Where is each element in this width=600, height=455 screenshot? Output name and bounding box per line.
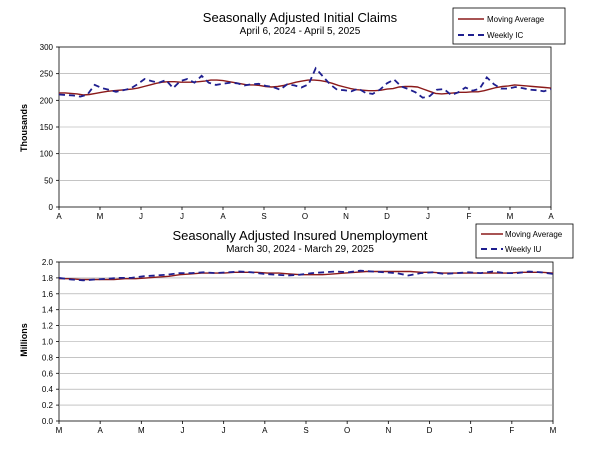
chart1-ytick-label: 100 [39, 149, 53, 159]
chart2-ylabel: Millions [19, 323, 29, 357]
chart2-xtick-label: A [262, 426, 268, 435]
chart1-xtick-label: A [56, 212, 62, 221]
chart1-xtick-label: M [96, 212, 104, 221]
chart2-xtick-label: D [426, 426, 433, 435]
chart1-xtick-label: J [139, 212, 143, 221]
chart1-legend-weekly-label: Weekly IC [487, 31, 524, 40]
chart2-subtitle: March 30, 2024 - March 29, 2025 [226, 244, 374, 255]
chart2-xtick-label: A [97, 426, 103, 435]
chart2-legend [476, 224, 573, 258]
chart2-xtick-label: J [180, 426, 185, 435]
chart2-xtick-label: F [509, 426, 515, 435]
chart1-plot [40, 43, 555, 221]
chart1-ytick-label: 150 [39, 123, 53, 132]
chart2-plot [42, 258, 557, 435]
chart1-ytick-label: 0 [48, 203, 53, 212]
chart2-xtick-label: J [221, 426, 226, 435]
chart1-xtick-label: D [384, 212, 390, 221]
chart2-xtick-label: M [55, 426, 63, 435]
chart2-ytick-label: 1.0 [41, 337, 53, 347]
chart1-xtick-label: O [301, 212, 309, 221]
chart1-ytick-label: 300 [39, 43, 53, 52]
chart1-legend-ma-label: Moving Average [487, 15, 545, 24]
chart2-xtick-label: N [385, 426, 392, 435]
chart2-ytick-label: 0.0 [41, 417, 53, 426]
chart2-ytick-label: 1.4 [41, 305, 53, 315]
chart2-ytick-label: 0.4 [41, 385, 53, 395]
chart1-xtick-label: N [343, 212, 349, 221]
chart2-ytick-label: 1.6 [41, 289, 53, 299]
chart2-ytick-label: 0.2 [41, 401, 53, 411]
chart2-legend-ma-label: Moving Average [505, 230, 563, 239]
chart2-ytick-label: 1.8 [41, 273, 53, 283]
chart1-ytick-label: 250 [39, 69, 53, 79]
chart1-xtick-label: S [261, 212, 267, 221]
chart2-ytick-label: 0.6 [41, 369, 53, 379]
chart1-xtick-label: F [466, 212, 472, 221]
chart1-legend [453, 8, 565, 44]
chart2-title: Seasonally Adjusted Insured Unemployment [172, 228, 428, 243]
chart1-xtick-label: J [180, 212, 184, 221]
chart2-xtick-label: M [137, 426, 145, 435]
chart1-xtick-label: M [506, 212, 514, 221]
chart1-subtitle: April 6, 2024 - April 5, 2025 [239, 26, 361, 37]
chart1-xtick-label: J [426, 212, 430, 221]
chart2-ytick-label: 2.0 [41, 258, 53, 267]
chart2-xtick-label: J [468, 426, 473, 435]
chart2-xtick-label: S [303, 426, 309, 435]
chart1-ytick-label: 200 [39, 96, 53, 106]
chart2-xtick-label: O [344, 426, 351, 435]
chart2-ytick-label: 0.8 [41, 353, 53, 363]
chart1-xtick-label: A [220, 212, 226, 221]
chart2-xtick-label: M [549, 426, 557, 435]
chart1-xtick-label: A [548, 212, 554, 221]
chart1-ytick-label: 50 [44, 176, 53, 186]
chart2-ytick-label: 1.2 [41, 321, 53, 331]
chart1-title: Seasonally Adjusted Initial Claims [202, 10, 398, 25]
chart1-ylabel: Thousands [19, 103, 29, 153]
chart2-legend-weekly-label: Weekly IU [505, 245, 542, 254]
